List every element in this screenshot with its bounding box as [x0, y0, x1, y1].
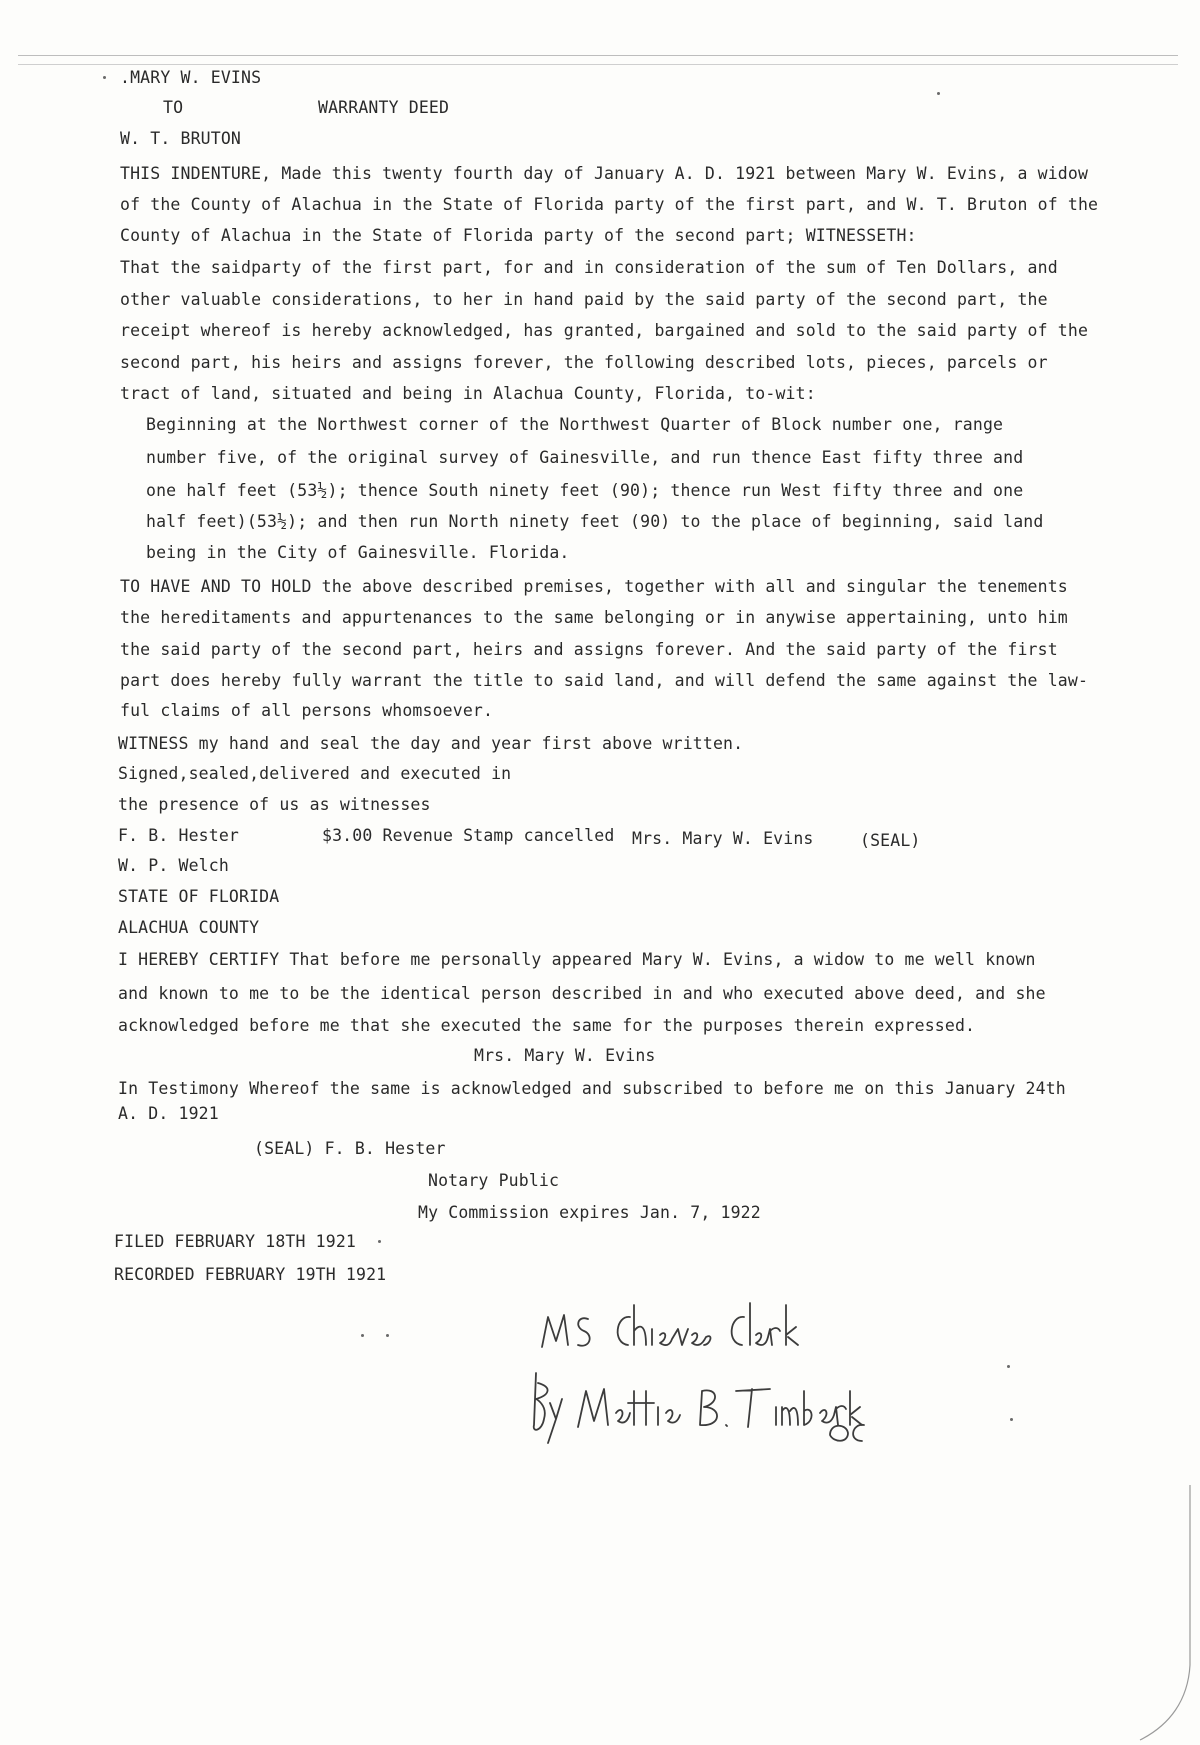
- description-line: number five, of the original survey of Gainesville, and run thence East fifty three and: [146, 448, 1024, 467]
- scan-speck: [103, 76, 106, 79]
- certify-line: I HEREBY CERTIFY That before me personally appeared Mary W. Evins, a widow to me well known: [118, 950, 1036, 969]
- notary-seal: (SEAL) F. B. Hester: [254, 1139, 446, 1158]
- witness-one: F. B. Hester: [118, 826, 240, 845]
- scan-speck: [386, 1334, 389, 1337]
- grantor-seal: (SEAL): [860, 831, 921, 850]
- scan-speck: [937, 92, 940, 95]
- state-label: STATE OF FLORIDA: [118, 887, 280, 906]
- testimony-line: In Testimony Whereof the same is acknowledged and subscribed to before me on this January 24th: [118, 1079, 1066, 1098]
- certify-line: and known to me to be the identical person described in and who executed above deed, and she: [118, 984, 1046, 1003]
- to-label: TO: [163, 98, 184, 117]
- clerk-signature: [530, 1295, 870, 1445]
- witness-line: WITNESS my hand and seal the day and year first above written.: [118, 734, 744, 753]
- page-edge-curl: [1120, 1485, 1200, 1745]
- scan-speck: [1010, 1418, 1013, 1421]
- filed-date: FILED FEBRUARY 18TH 1921: [114, 1232, 357, 1251]
- indenture-line: County of Alachua in the State of Florida party of the second part; WITNESSETH:: [120, 226, 917, 245]
- habendum-line: ful claims of all persons whomsoever.: [120, 701, 494, 720]
- notary-title: Notary Public: [428, 1171, 560, 1190]
- indenture-line: receipt whereof is hereby acknowledged, has granted, bargained and sold to the said party of the: [120, 321, 1089, 340]
- recorded-date: RECORDED FEBRUARY 19TH 1921: [114, 1265, 387, 1284]
- scan-speck: [378, 1240, 381, 1243]
- grantee-name: W. T. BRUTON: [120, 129, 242, 148]
- description-line: one half feet (53½); thence South ninety feet (90); thence run West fifty three and one: [146, 481, 1024, 500]
- indenture-line: THIS INDENTURE, Made this twenty fourth day of January A. D. 1921 between Mary W. Evins, a widow: [120, 164, 1089, 183]
- scan-speck: [361, 1334, 364, 1337]
- witness-two: W. P. Welch: [118, 856, 229, 875]
- indenture-line: That the saidparty of the first part, for and in consideration of the sum of Ten Dollars, and: [120, 258, 1058, 277]
- witness-line: the presence of us as witnesses: [118, 795, 431, 814]
- grantor-signature: Mrs. Mary W. Evins: [632, 829, 814, 848]
- description-line: being in the City of Gainesville. Florida.: [146, 543, 570, 562]
- witness-line: Signed,sealed,delivered and executed in: [118, 764, 512, 783]
- scan-speck: [1007, 1365, 1010, 1368]
- habendum-line: TO HAVE AND TO HOLD the above described premises, together with all and singular the tenements: [120, 577, 1068, 596]
- description-line: half feet)(53½); and then run North ninety feet (90) to the place of beginning, said land: [146, 512, 1044, 531]
- certify-line: acknowledged before me that she executed the same for the purposes therein expressed.: [118, 1016, 976, 1035]
- county-label: ALACHUA COUNTY: [118, 918, 260, 937]
- description-line: Beginning at the Northwest corner of the Northwest Quarter of Block number one, range: [146, 415, 1004, 434]
- indenture-line: other valuable considerations, to her in hand paid by the said party of the second part, the: [120, 290, 1048, 309]
- acknowledgment-signer: Mrs. Mary W. Evins: [474, 1046, 656, 1065]
- indenture-line: of the County of Alachua in the State of Florida party of the first part, and W. T. Bruton of the: [120, 195, 1099, 214]
- revenue-stamp-note: $3.00 Revenue Stamp cancelled: [322, 826, 615, 845]
- indenture-line: tract of land, situated and being in Alachua County, Florida, to-wit:: [120, 384, 816, 403]
- grantor-name: .MARY W. EVINS: [120, 68, 262, 87]
- habendum-line: part does hereby fully warrant the title to said land, and will defend the same against the law-: [120, 671, 1089, 690]
- document-type: WARRANTY DEED: [318, 98, 450, 117]
- clerk-signature-strokes: [530, 1295, 870, 1445]
- habendum-line: the said party of the second part, heirs and assigns forever. And the said party of the first: [120, 640, 1058, 659]
- testimony-line: A. D. 1921: [118, 1104, 219, 1123]
- top-rule: [18, 55, 1178, 65]
- commission-expiry: My Commission expires Jan. 7, 1922: [418, 1203, 761, 1222]
- habendum-line: the hereditaments and appurtenances to the same belonging or in anywise appertaining, unto him: [120, 608, 1068, 627]
- indenture-line: second part, his heirs and assigns forever, the following described lots, pieces, parcels or: [120, 353, 1048, 372]
